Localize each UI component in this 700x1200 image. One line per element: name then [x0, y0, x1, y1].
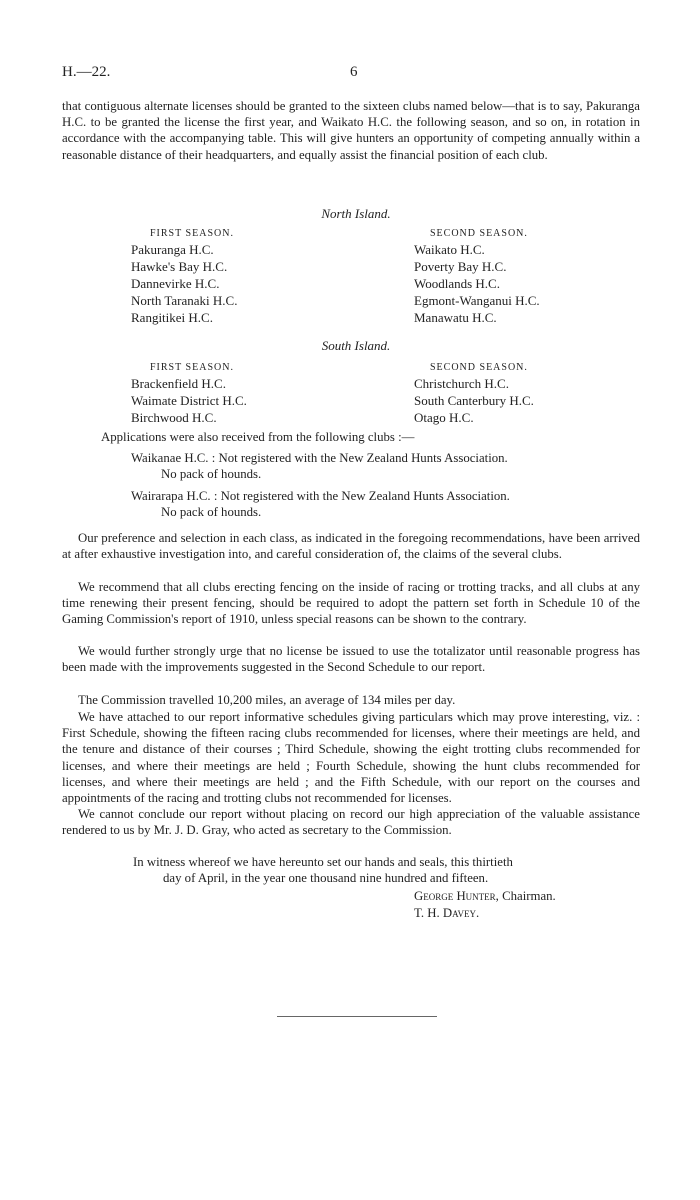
list-item: Otago H.C. [414, 410, 474, 425]
north-island-heading: North Island. [321, 206, 391, 221]
list-item: Dannevirke H.C. [131, 276, 220, 291]
signature-chairman [414, 889, 556, 904]
list-item: Waikato H.C. [414, 242, 485, 257]
south-first-season-heading: FIRST SEASON. [150, 362, 234, 373]
closing-rule [277, 1016, 437, 1017]
list-item: Birchwood H.C. [131, 410, 217, 425]
south-first-season-list [131, 375, 247, 426]
south-second-season-heading: SECOND SEASON. [430, 362, 528, 373]
witness-line-1: In witness whereof we have hereunto set our hands and seals, this thirtieth [133, 855, 513, 869]
list-item: Egmont-Wanganui H.C. [414, 293, 540, 308]
signature-member [414, 906, 479, 921]
paragraph-totalizator: We would further strongly urge that no license be issued to use the totalizator until reasonable progress has been made with the improvements suggested in the Second Schedule to our report. [62, 644, 640, 675]
application-note: No pack of hounds. [161, 505, 262, 520]
application-club: Waikanae H.C. : [131, 451, 216, 465]
north-second-season-list [414, 241, 540, 326]
list-item: North Taranaki H.C. [131, 293, 238, 308]
list-item: Hawke's Bay H.C. [131, 259, 228, 274]
south-island-heading: South Island. [321, 338, 391, 353]
paragraph-schedules: We have attached to our report informative schedules giving particulars which may prove interesting, viz. : First Schedule, showing the fifteen racing clubs recommended for licenses, where their meetings are held, and the tenure and distance of their courses ; Third Schedule, showing the eight trotting clubs recommended for licenses, and where their meetings are held ; Fourth Schedule, showing the hunt clubs recommended for licenses, and where their meetings are held ; and the Fifth Schedule, with our report on the courses and appointments of the racing and trotting clubs not recommended for licenses. [62, 710, 640, 806]
list-item: Manawatu H.C. [414, 310, 497, 325]
application-club: Wairarapa H.C. : [131, 489, 218, 503]
witness-line-2: day of April, in the year one thousand nine hundred and fifteen. [163, 871, 489, 886]
list-item: South Canterbury H.C. [414, 393, 534, 408]
applications-intro: Applications were also received from the following clubs :— [101, 430, 415, 444]
page-number: 6 [350, 64, 358, 80]
application-reason-line [131, 450, 508, 466]
north-second-season-heading: SECOND SEASON. [430, 228, 528, 239]
south-second-season-list [414, 375, 534, 426]
page-header [62, 64, 642, 84]
list-item: Woodlands H.C. [414, 276, 500, 291]
list-item: Waimate District H.C. [131, 393, 247, 408]
paragraph-acknowledgement: We cannot conclude our report without placing on record our high appreciation of the valuable assistance rendered to us by Mr. J. D. Gray, who acted as secretary to the Commission. [62, 807, 640, 838]
signatory-name: George Hunter, [414, 889, 499, 903]
list-item: Christchurch H.C. [414, 376, 509, 391]
list-item: Brackenfield H.C. [131, 376, 226, 391]
application-note: No pack of hounds. [161, 467, 262, 482]
north-first-season-list [131, 241, 237, 326]
application-entry [131, 450, 508, 482]
page-reference: H.—22. [62, 64, 111, 80]
list-item: Pakuranga H.C. [131, 242, 214, 257]
signatory-role: Chairman. [502, 889, 556, 903]
list-item: Poverty Bay H.C. [414, 259, 507, 274]
paragraph-preference: Our preference and selection in each class, as indicated in the foregoing recommendations, have been arrived at after exhaustive investigation into, and careful consideration of, the claims of the several clubs. [62, 531, 640, 562]
application-reason-line [131, 488, 510, 504]
application-entry [131, 488, 510, 520]
application-reason: Not registered with the New Zealand Hunts Association. [220, 489, 510, 503]
signatory-name: T. H. Davey. [414, 906, 480, 920]
list-item: Rangitikei H.C. [131, 310, 213, 325]
witness-clause [133, 854, 631, 886]
application-reason: Not registered with the New Zealand Hunts Association. [218, 451, 508, 465]
paragraph-fencing: We recommend that all clubs erecting fencing on the inside of racing or trotting tracks, and all clubs at any time renewing their present fencing, should be required to adopt the pattern set forth in Schedule 10 of the Gaming Commission's report of 1910, unless special reasons can be shown to the contrary. [62, 580, 640, 627]
paragraph-license-rotation: that contiguous alternate licenses should be granted to the sixteen clubs named below—that is to say, Pakuranga H.C. to be granted the license the first year, and Waikato H.C. the following season, and so on, in rotation in accordance with the accompanying table. This will give hunters an opportunity of competing annually within a reasonable distance of their headquarters, and equally assist the financial position of each club. [62, 99, 640, 162]
north-first-season-heading: FIRST SEASON. [150, 228, 234, 239]
paragraph-travel: The Commission travelled 10,200 miles, an average of 134 miles per day. [78, 693, 456, 707]
